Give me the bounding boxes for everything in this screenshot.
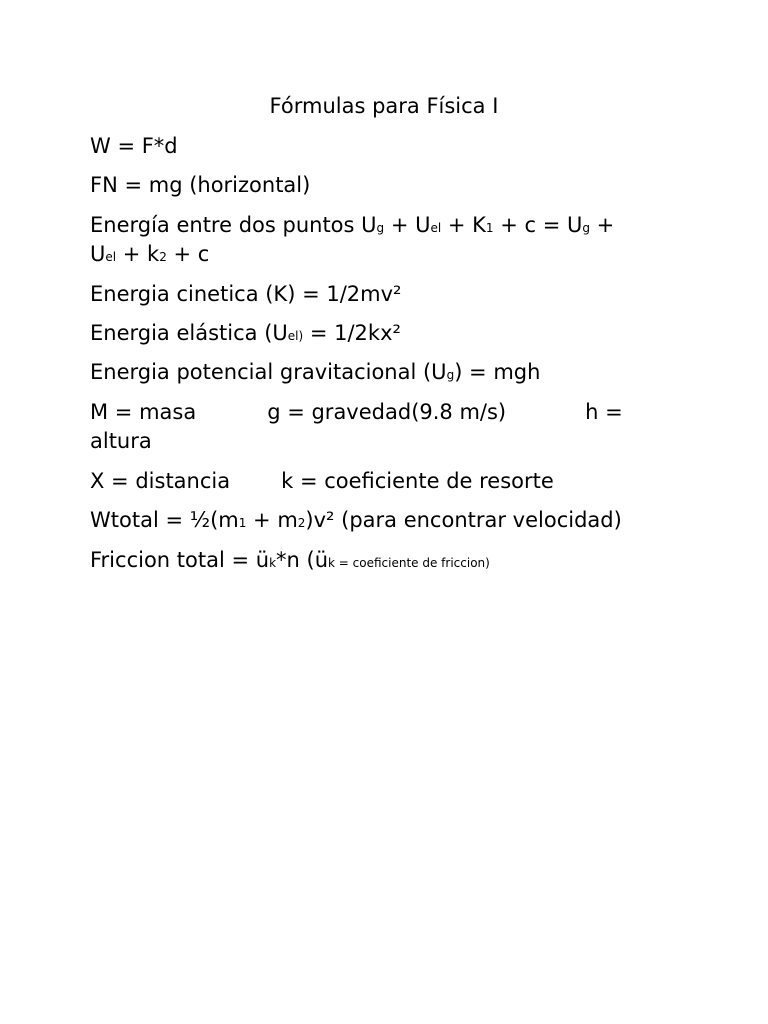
formula-subscript: 1 [485, 221, 494, 235]
formula-subscript: 2 [159, 250, 167, 264]
formula-subscript: 1 [238, 516, 247, 530]
gravitational-energy-formula [90, 357, 540, 390]
kinetic-energy-formula: Energia cinetica (K) = 1/2mv² [90, 282, 402, 306]
elastic-energy-formula [90, 318, 401, 351]
work-formula: W = F*d [90, 134, 178, 158]
formula-subscript: k [269, 556, 277, 570]
formula-text: + c = U [493, 213, 583, 237]
height-definition: h = [585, 400, 623, 424]
formula-subscript: 2 [297, 516, 306, 530]
distance-definition: X = distancia [90, 469, 231, 493]
formula-text: = 1/2kx² [303, 321, 401, 345]
energy-two-points-formula-line-2 [90, 239, 209, 272]
formula-text: + c [166, 242, 210, 266]
total-work-formula [90, 505, 622, 538]
formula-text: + m [246, 508, 298, 532]
formula-text: + K [441, 213, 486, 237]
document-title: Fórmulas para Física I [269, 94, 499, 118]
friction-coefficient-note: k = coeficiente de friccion) [328, 556, 490, 570]
formula-text: Friccion total = ü [90, 548, 270, 572]
height-definition-continued: altura [90, 429, 152, 453]
friction-formula [90, 545, 490, 578]
spring-definition: k = coeficiente de resorte [281, 469, 554, 493]
formula-text: ) = mgh [454, 360, 541, 384]
formula-subscript: el [430, 221, 442, 235]
formula-text: Energía entre dos puntos U [90, 213, 377, 237]
formula-text: Energia potencial gravitacional (U [90, 360, 447, 384]
formula-text: + k [116, 242, 160, 266]
formula-subscript: g [582, 221, 590, 235]
gravity-definition: g = gravedad(9.8 m/s) [267, 400, 507, 424]
variables-line-1 [90, 397, 623, 427]
formula-text: )v² (para encontrar velocidad) [305, 508, 622, 532]
normal-force-formula: FN = mg (horizontal) [90, 173, 311, 197]
variables-line-2 [90, 466, 554, 496]
formula-text: *n (ü [276, 548, 329, 572]
formula-text: + U [384, 213, 431, 237]
formula-text: + [589, 213, 615, 237]
formula-text: Wtotal = ½(m [90, 508, 239, 532]
formula-text: U [90, 242, 106, 266]
mass-definition: M = masa [90, 400, 197, 424]
formula-text: Energia elástica (U [90, 321, 288, 345]
formula-subscript: el [105, 250, 117, 264]
formula-subscript: g [376, 221, 385, 235]
formula-subscript: el) [287, 329, 304, 343]
formula-subscript: g [446, 368, 455, 382]
